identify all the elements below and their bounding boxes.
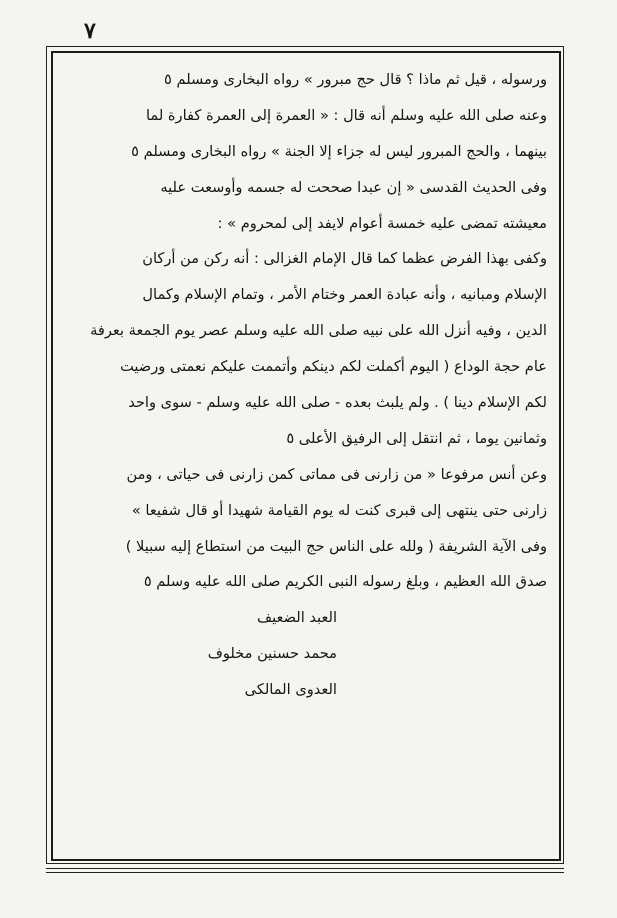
- text-line: وكفى بهذا الفرض عظما كما قال الإمام الغزالى : أنه ركن من أركان: [142, 250, 547, 268]
- text-line: بينهما ، والحج المبرور ليس له جزاء إلا الجنة » رواه البخارى ومسلم ٥: [131, 142, 547, 160]
- signature-affiliation: العدوى المالكى: [244, 681, 337, 699]
- text-line: لكم الإسلام دينا ) . ولم يلبث بعده - صلى الله عليه وسلم - سوى واحد: [128, 394, 547, 412]
- text-line: وفى الحديث القدسى « إن عبدا صححت له جسمه وأوسعت عليه: [160, 178, 547, 196]
- signature-line: العبد الضعيف: [257, 609, 337, 627]
- bottom-rule-second: [46, 872, 564, 873]
- bottom-rule: [46, 868, 564, 869]
- text-line: زارنى حتى ينتهى إلى قبرى كنت له يوم القيامة شهيدا أو قال شفيعا »: [131, 501, 547, 519]
- page-number: ٧: [84, 18, 96, 44]
- text-line: الدين ، وفيه أنزل الله على نبيه صلى الله عليه وسلم عصر يوم الجمعة بعرفة: [90, 322, 547, 340]
- text-line: صدق الله العظيم ، وبلغ رسوله النبى الكريم صلى الله عليه وسلم ٥: [143, 573, 547, 591]
- signature-name: محمد حسنين مخلوف: [207, 645, 337, 663]
- text-line: وعن أنس مرفوعا « من زارنى فى مماتى كمن زارنى فى حياتى ، ومن: [126, 465, 547, 483]
- text-line: عام حجة الوداع ( اليوم أكملت لكم دينكم وأتممت عليكم نعمتى ورضيت: [120, 358, 547, 376]
- text-line: ورسوله ، قيل ثم ماذا ؟ قال حج مبرور » رواه البخارى ومسلم ٥: [164, 71, 547, 88]
- text-line: وفى الآية الشريفة ( ولله على الناس حج البيت من استطاع إليه سبيلا ): [125, 537, 547, 555]
- text-line: معيشته تمضى عليه خمسة أعوام لايفد إلى لمحروم » :: [217, 214, 547, 232]
- text-line: وعنه صلى الله عليه وسلم أنه قال : « العمرة إلى العمرة كفارة لما: [145, 106, 547, 124]
- body-text: [62, 62, 547, 708]
- text-line: وثمانين يوما ، ثم انتقل إلى الرفيق الأعلى ٥: [286, 429, 547, 447]
- text-line: الإسلام ومبانيه ، وأنه عبادة العمر وختام الأمر ، وتمام الإسلام وكمال: [142, 286, 547, 304]
